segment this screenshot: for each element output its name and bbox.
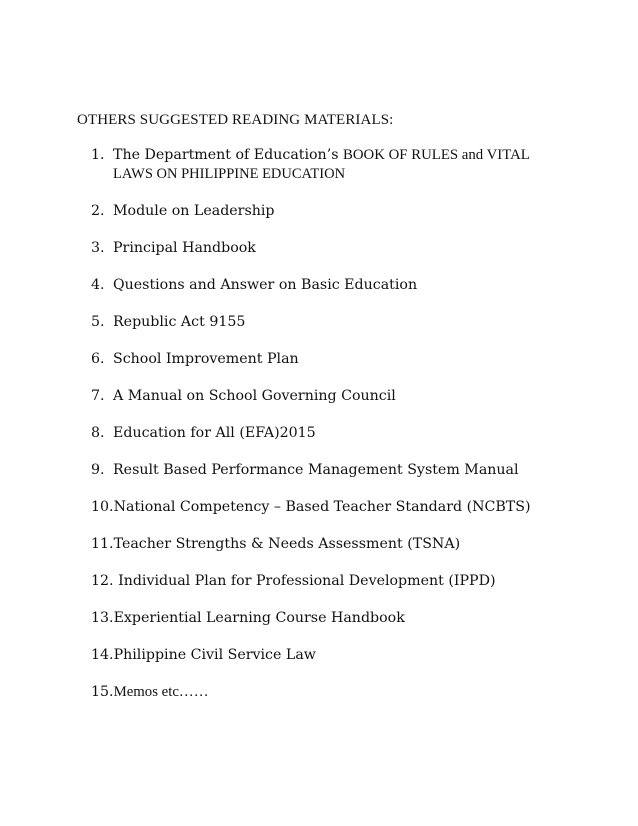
section-heading: OTHERS SUGGESTED READING MATERIALS: bbox=[77, 112, 394, 128]
list-item bbox=[91, 572, 571, 591]
item-number: 11. bbox=[91, 536, 114, 552]
item-number: 2. bbox=[91, 203, 105, 219]
item-number: 15. bbox=[91, 684, 114, 700]
list-item bbox=[91, 146, 571, 184]
item-text: Republic Act 9155 bbox=[113, 314, 246, 330]
list-item bbox=[91, 387, 571, 406]
item-number: 7. bbox=[91, 388, 105, 404]
list-item bbox=[91, 239, 571, 258]
item-number: 4. bbox=[91, 277, 105, 293]
item-number: 5. bbox=[91, 314, 105, 330]
list-item bbox=[91, 646, 571, 665]
list-item bbox=[91, 609, 571, 628]
list-item bbox=[91, 683, 571, 702]
item-text-part-b: BOOK OF RULES and VITAL bbox=[343, 147, 530, 163]
item-text: National Competency – Based Teacher Standard (NCBTS) bbox=[113, 499, 531, 515]
item-text: Teacher Strengths & Needs Assessment (TSNA) bbox=[113, 536, 461, 552]
item-text: Memos etc…… bbox=[113, 684, 209, 700]
item-text: Philippine Civil Service Law bbox=[113, 647, 316, 663]
item-text bbox=[113, 146, 563, 184]
item-text: Individual Plan for Professional Development (IPPD) bbox=[113, 573, 496, 589]
item-number: 9. bbox=[91, 462, 105, 478]
item-number: 12. bbox=[91, 573, 114, 589]
item-text: Education for All (EFA)2015 bbox=[113, 425, 316, 441]
item-number: 13. bbox=[91, 610, 114, 626]
item-text: A Manual on School Governing Council bbox=[113, 388, 396, 404]
item-number: 8. bbox=[91, 425, 105, 441]
list-item bbox=[91, 350, 571, 369]
list-item bbox=[91, 276, 571, 295]
item-number: 14. bbox=[91, 647, 114, 663]
item-number: 10. bbox=[91, 499, 114, 515]
list-item bbox=[91, 498, 571, 517]
list-item bbox=[91, 535, 571, 554]
item-text: Module on Leadership bbox=[113, 203, 275, 219]
item-text: Result Based Performance Management System Manual bbox=[113, 462, 519, 478]
item-number: 3. bbox=[91, 240, 105, 256]
item-text-part-c: LAWS ON PHILIPPINE EDUCATION bbox=[113, 166, 346, 182]
item-number: 1. bbox=[91, 147, 105, 163]
list-item bbox=[91, 313, 571, 332]
item-text-part-a: The Department of Education’s bbox=[113, 147, 343, 163]
item-text: Experiential Learning Course Handbook bbox=[113, 610, 405, 626]
list-item bbox=[91, 202, 571, 221]
reading-materials-list bbox=[91, 146, 571, 702]
item-text: School Improvement Plan bbox=[113, 351, 299, 367]
item-text: Questions and Answer on Basic Education bbox=[113, 277, 418, 293]
list-item bbox=[91, 424, 571, 443]
item-text: Principal Handbook bbox=[113, 240, 256, 256]
item-number: 6. bbox=[91, 351, 105, 367]
list-item bbox=[91, 461, 571, 480]
